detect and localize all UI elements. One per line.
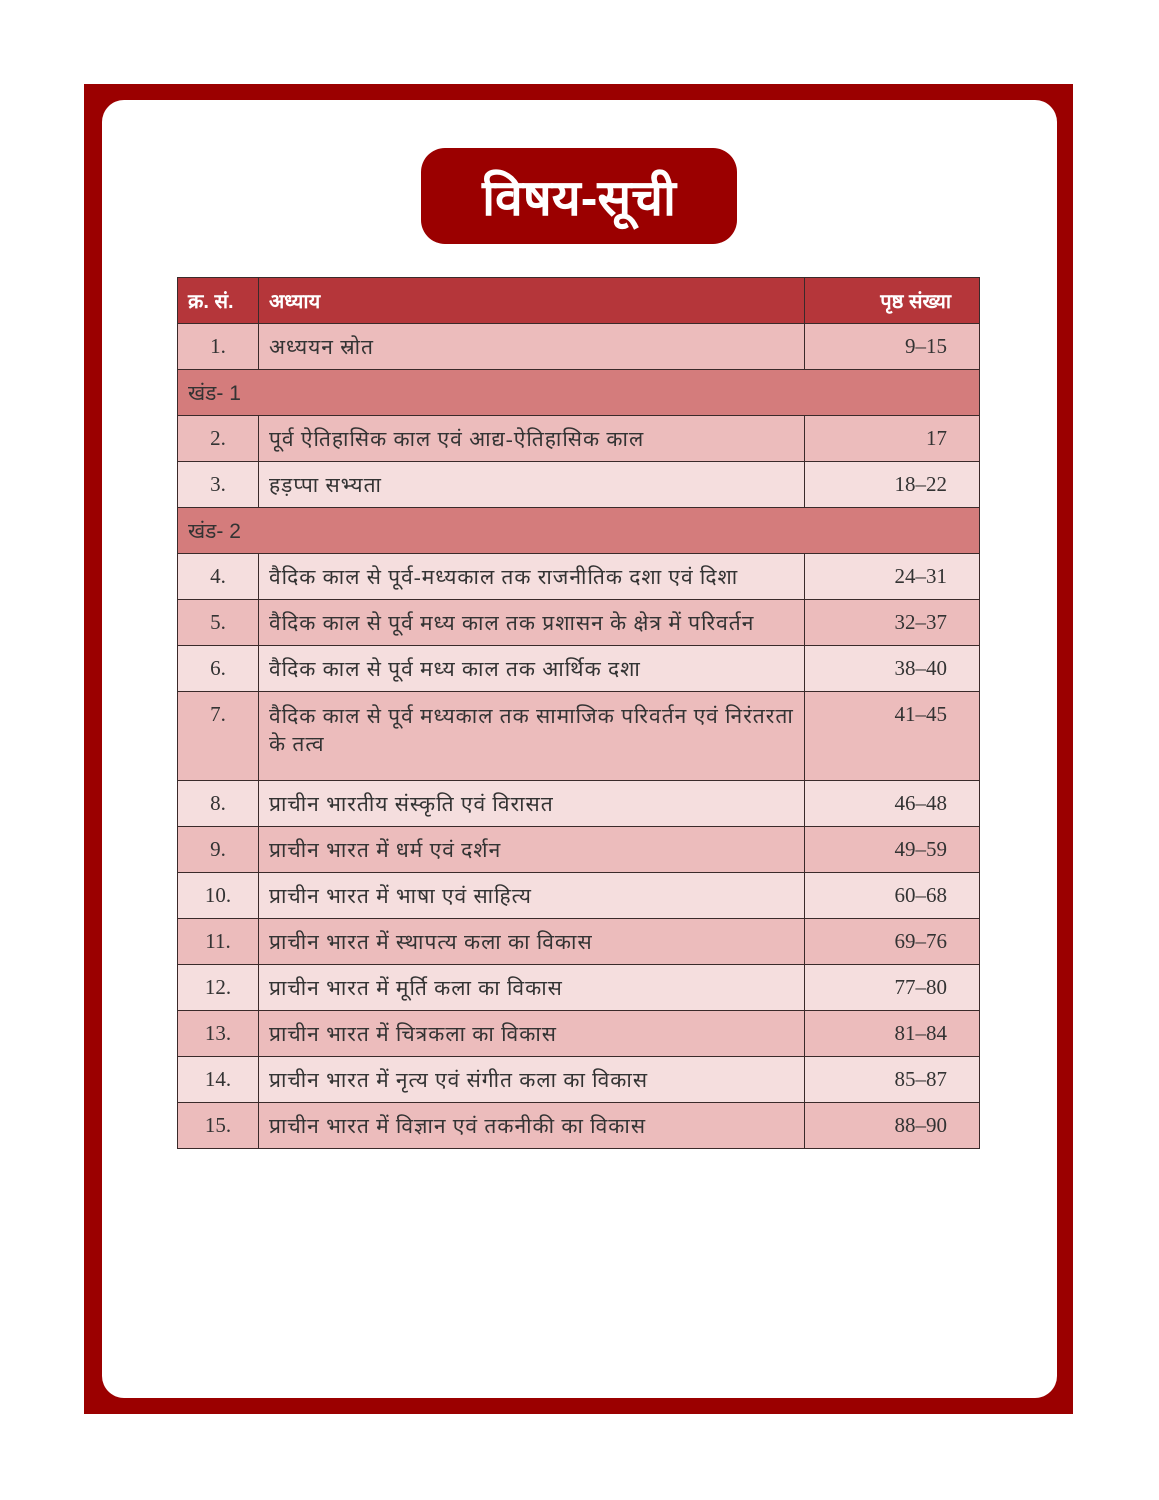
chapter-title: वैदिक काल से पूर्व मध्य काल तक आर्थिक दशा — [259, 646, 805, 692]
page-range: 60–68 — [805, 873, 980, 919]
chapter-title: प्राचीन भारत में विज्ञान एवं तकनीकी का विकास — [259, 1103, 805, 1149]
page-range: 46–48 — [805, 781, 980, 827]
table-row — [178, 873, 980, 919]
chapter-title: प्राचीन भारत में नृत्य एवं संगीत कला का विकास — [259, 1057, 805, 1103]
chapter-title: प्राचीन भारत में भाषा एवं साहित्य — [259, 873, 805, 919]
header-serial: क्र. सं. — [178, 278, 259, 324]
chapter-number: 6. — [178, 646, 259, 692]
page-range: 85–87 — [805, 1057, 980, 1103]
chapter-number: 3. — [178, 462, 259, 508]
page-range: 77–80 — [805, 965, 980, 1011]
table-header — [178, 278, 980, 324]
chapter-number: 1. — [178, 324, 259, 370]
page-range: 38–40 — [805, 646, 980, 692]
table-row — [178, 827, 980, 873]
chapter-title: वैदिक काल से पूर्व मध्यकाल तक सामाजिक परिवर्तन एवं निरंतरता के तत्व — [259, 692, 805, 781]
section-label: खंड- 1 — [178, 370, 980, 416]
chapter-number: 7. — [178, 692, 259, 781]
header-page: पृष्ठ संख्या — [805, 278, 980, 324]
chapter-title: अध्ययन स्रोत — [259, 324, 805, 370]
section-row — [178, 508, 980, 554]
table-row — [178, 781, 980, 827]
chapter-number: 10. — [178, 873, 259, 919]
chapter-number: 14. — [178, 1057, 259, 1103]
chapter-title: प्राचीन भारत में चित्रकला का विकास — [259, 1011, 805, 1057]
page-range: 69–76 — [805, 919, 980, 965]
table-row — [178, 646, 980, 692]
table-row — [178, 416, 980, 462]
chapter-number: 9. — [178, 827, 259, 873]
chapter-title: प्राचीन भारत में स्थापत्य कला का विकास — [259, 919, 805, 965]
chapter-title: प्राचीन भारत में धर्म एवं दर्शन — [259, 827, 805, 873]
chapter-number: 12. — [178, 965, 259, 1011]
page-range: 88–90 — [805, 1103, 980, 1149]
chapter-number: 2. — [178, 416, 259, 462]
header-chapter: अध्याय — [259, 278, 805, 324]
page-range: 41–45 — [805, 692, 980, 781]
table-row — [178, 1103, 980, 1149]
page-range: 18–22 — [805, 462, 980, 508]
chapter-title: प्राचीन भारतीय संस्कृति एवं विरासत — [259, 781, 805, 827]
section-label: खंड- 2 — [178, 508, 980, 554]
page-range: 17 — [805, 416, 980, 462]
chapter-title: पूर्व ऐतिहासिक काल एवं आद्य-ऐतिहासिक काल — [259, 416, 805, 462]
table-row — [178, 965, 980, 1011]
page-range: 49–59 — [805, 827, 980, 873]
table-row — [178, 600, 980, 646]
page-range: 24–31 — [805, 554, 980, 600]
chapter-number: 8. — [178, 781, 259, 827]
page-range: 9–15 — [805, 324, 980, 370]
table-row — [178, 324, 980, 370]
page-range: 81–84 — [805, 1011, 980, 1057]
table-row — [178, 919, 980, 965]
table-row — [178, 1057, 980, 1103]
page-range: 32–37 — [805, 600, 980, 646]
chapter-number: 5. — [178, 600, 259, 646]
chapter-number: 15. — [178, 1103, 259, 1149]
chapter-title: प्राचीन भारत में मूर्ति कला का विकास — [259, 965, 805, 1011]
table-row — [178, 462, 980, 508]
section-row — [178, 370, 980, 416]
chapter-title: वैदिक काल से पूर्व मध्य काल तक प्रशासन के क्षेत्र में परिवर्तन — [259, 600, 805, 646]
table-row — [178, 554, 980, 600]
chapter-title: हड़प्पा सभ्यता — [259, 462, 805, 508]
chapter-number: 13. — [178, 1011, 259, 1057]
chapter-number: 11. — [178, 919, 259, 965]
table-row — [178, 1011, 980, 1057]
chapter-number: 4. — [178, 554, 259, 600]
chapter-title: वैदिक काल से पूर्व-मध्यकाल तक राजनीतिक दशा एवं दिशा — [259, 554, 805, 600]
page-title: विषय-सूची — [421, 148, 737, 244]
table-row — [178, 692, 980, 781]
contents-table — [177, 277, 980, 1149]
